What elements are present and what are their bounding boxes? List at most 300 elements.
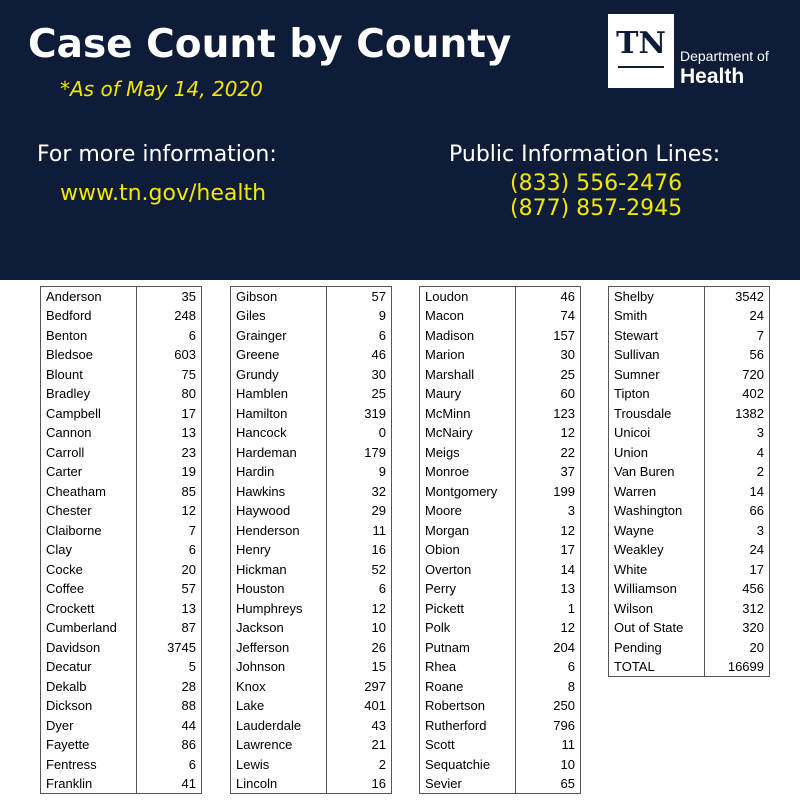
county-name: Meigs [420, 443, 516, 463]
county-row [41, 287, 202, 307]
case-count: 297 [326, 677, 391, 697]
county-name: Hawkins [231, 482, 327, 502]
county-name: Knox [231, 677, 327, 697]
case-count: 56 [704, 345, 769, 365]
county-row [231, 540, 392, 560]
case-count: 41 [136, 774, 201, 794]
county-name: Shelby [609, 287, 705, 307]
case-count: 37 [515, 462, 580, 482]
case-count: 6 [326, 326, 391, 346]
case-count: 402 [704, 384, 769, 404]
case-count: 87 [136, 618, 201, 638]
county-name: Giles [231, 306, 327, 326]
case-count: 6 [136, 326, 201, 346]
county-row [420, 521, 581, 541]
case-count: 75 [136, 365, 201, 385]
county-row [41, 462, 202, 482]
case-count: 248 [136, 306, 201, 326]
county-name: Bradley [41, 384, 137, 404]
case-count: 250 [515, 696, 580, 716]
county-name: Obion [420, 540, 516, 560]
county-name: Greene [231, 345, 327, 365]
case-count: 13 [515, 579, 580, 599]
county-row [231, 657, 392, 677]
county-name: White [609, 560, 705, 580]
county-name: Stewart [609, 326, 705, 346]
county-name: Lincoln [231, 774, 327, 794]
county-name: Van Buren [609, 462, 705, 482]
case-count: 24 [704, 540, 769, 560]
county-name: Fentress [41, 755, 137, 775]
county-row [41, 443, 202, 463]
county-name: Pending [609, 638, 705, 658]
county-row [231, 755, 392, 775]
county-name: Decatur [41, 657, 137, 677]
county-row [41, 735, 202, 755]
county-name: Sumner [609, 365, 705, 385]
county-name: Maury [420, 384, 516, 404]
county-row [231, 384, 392, 404]
tn-logo-box [608, 14, 674, 88]
county-row [231, 423, 392, 443]
county-row [231, 599, 392, 619]
county-name: Smith [609, 306, 705, 326]
county-row [420, 774, 581, 794]
county-name: Grundy [231, 365, 327, 385]
county-name: Weakley [609, 540, 705, 560]
case-count: 12 [326, 599, 391, 619]
county-row [420, 618, 581, 638]
case-count: 199 [515, 482, 580, 502]
case-count: 46 [515, 287, 580, 307]
county-row [231, 716, 392, 736]
case-count: 9 [326, 306, 391, 326]
county-name: Chester [41, 501, 137, 521]
case-count: 57 [136, 579, 201, 599]
case-count: 12 [515, 423, 580, 443]
county-row [231, 404, 392, 424]
case-count: 14 [515, 560, 580, 580]
tn-logo-text: TN [616, 26, 666, 61]
county-name: Cheatham [41, 482, 137, 502]
county-row [420, 599, 581, 619]
county-name: Madison [420, 326, 516, 346]
county-name: TOTAL [609, 657, 705, 677]
case-count: 603 [136, 345, 201, 365]
case-count: 0 [326, 423, 391, 443]
county-name: Lawrence [231, 735, 327, 755]
county-row [609, 384, 770, 404]
county-row [420, 326, 581, 346]
county-name: Overton [420, 560, 516, 580]
case-count: 13 [136, 423, 201, 443]
county-row [41, 384, 202, 404]
county-name: Coffee [41, 579, 137, 599]
county-name: Macon [420, 306, 516, 326]
county-row [420, 462, 581, 482]
case-count: 25 [326, 384, 391, 404]
case-count: 5 [136, 657, 201, 677]
county-row [609, 462, 770, 482]
county-row [41, 540, 202, 560]
case-count: 19 [136, 462, 201, 482]
county-name: Henry [231, 540, 327, 560]
case-count: 7 [704, 326, 769, 346]
case-count: 16 [326, 774, 391, 794]
county-row [420, 423, 581, 443]
county-name: Hamblen [231, 384, 327, 404]
county-name: Jefferson [231, 638, 327, 658]
county-name: Loudon [420, 287, 516, 307]
county-name: Cocke [41, 560, 137, 580]
county-row [609, 365, 770, 385]
county-table-4 [608, 286, 770, 677]
county-name: Anderson [41, 287, 137, 307]
county-row [231, 735, 392, 755]
case-count: 179 [326, 443, 391, 463]
case-count: 16 [326, 540, 391, 560]
county-name: Dickson [41, 696, 137, 716]
phone-number-1: (833) 556-2476 [510, 171, 683, 196]
county-row [41, 345, 202, 365]
county-row [420, 735, 581, 755]
as-of-date: *As of May 14, 2020 [60, 77, 263, 101]
county-name: Humphreys [231, 599, 327, 619]
county-row [420, 657, 581, 677]
case-count: 88 [136, 696, 201, 716]
header-banner [0, 0, 800, 280]
county-name: Haywood [231, 501, 327, 521]
case-count: 44 [136, 716, 201, 736]
case-count: 30 [515, 345, 580, 365]
case-count: 52 [326, 560, 391, 580]
county-name: Houston [231, 579, 327, 599]
county-row [41, 501, 202, 521]
case-count: 66 [704, 501, 769, 521]
case-count: 30 [326, 365, 391, 385]
county-name: Hamilton [231, 404, 327, 424]
county-name: Tipton [609, 384, 705, 404]
case-count: 320 [704, 618, 769, 638]
county-row [609, 423, 770, 443]
case-count: 7 [136, 521, 201, 541]
case-count: 20 [704, 638, 769, 658]
case-count: 85 [136, 482, 201, 502]
county-name: Scott [420, 735, 516, 755]
case-count: 29 [326, 501, 391, 521]
county-row [231, 774, 392, 794]
county-row [420, 755, 581, 775]
case-count: 9 [326, 462, 391, 482]
case-count: 14 [704, 482, 769, 502]
case-count: 80 [136, 384, 201, 404]
county-row [609, 326, 770, 346]
county-name: Fayette [41, 735, 137, 755]
county-row [420, 404, 581, 424]
case-count: 86 [136, 735, 201, 755]
county-name: Roane [420, 677, 516, 697]
case-count: 6 [515, 657, 580, 677]
case-count: 15 [326, 657, 391, 677]
county-name: Franklin [41, 774, 137, 794]
county-row [609, 618, 770, 638]
county-row [41, 696, 202, 716]
case-count: 20 [136, 560, 201, 580]
county-row [231, 443, 392, 463]
case-count: 12 [136, 501, 201, 521]
case-count: 2 [326, 755, 391, 775]
county-name: Dyer [41, 716, 137, 736]
case-count: 3 [704, 423, 769, 443]
county-name: Out of State [609, 618, 705, 638]
case-count: 3 [704, 521, 769, 541]
county-row [41, 423, 202, 443]
more-info-url: www.tn.gov/health [60, 181, 267, 206]
case-count: 12 [515, 521, 580, 541]
county-row [609, 345, 770, 365]
county-name: Campbell [41, 404, 137, 424]
case-count: 60 [515, 384, 580, 404]
county-name: Hancock [231, 423, 327, 443]
county-name: Lake [231, 696, 327, 716]
county-name: Polk [420, 618, 516, 638]
case-count: 16699 [704, 657, 769, 677]
county-name: Montgomery [420, 482, 516, 502]
county-name: McMinn [420, 404, 516, 424]
case-count: 10 [515, 755, 580, 775]
case-count: 46 [326, 345, 391, 365]
county-row [420, 560, 581, 580]
county-name: Monroe [420, 462, 516, 482]
county-name: Warren [609, 482, 705, 502]
case-count: 796 [515, 716, 580, 736]
case-count: 23 [136, 443, 201, 463]
county-row [609, 287, 770, 307]
case-count: 28 [136, 677, 201, 697]
county-name: Robertson [420, 696, 516, 716]
case-count: 17 [515, 540, 580, 560]
county-name: Moore [420, 501, 516, 521]
case-count: 1 [515, 599, 580, 619]
county-row [41, 657, 202, 677]
county-name: Henderson [231, 521, 327, 541]
case-count: 319 [326, 404, 391, 424]
case-count: 22 [515, 443, 580, 463]
tn-logo-rule [618, 66, 664, 68]
county-row [420, 677, 581, 697]
case-count: 6 [136, 755, 201, 775]
county-name: Cannon [41, 423, 137, 443]
county-name: Marshall [420, 365, 516, 385]
logo-department-text: Department of [680, 48, 769, 64]
county-row [41, 560, 202, 580]
case-count: 32 [326, 482, 391, 502]
county-row [231, 345, 392, 365]
county-row [420, 540, 581, 560]
county-row [420, 579, 581, 599]
case-count: 35 [136, 287, 201, 307]
county-name: Perry [420, 579, 516, 599]
county-name: Jackson [231, 618, 327, 638]
county-row [609, 521, 770, 541]
phone-number-2: (877) 857-2945 [510, 196, 683, 221]
county-row [231, 638, 392, 658]
case-count: 4 [704, 443, 769, 463]
county-row [41, 326, 202, 346]
county-name: Bedford [41, 306, 137, 326]
county-name: Blount [41, 365, 137, 385]
county-row [41, 677, 202, 697]
county-row [420, 384, 581, 404]
case-count: 21 [326, 735, 391, 755]
page-title: Case Count by County [28, 22, 512, 67]
county-name: Putnam [420, 638, 516, 658]
case-count: 74 [515, 306, 580, 326]
county-name: Trousdale [609, 404, 705, 424]
case-count: 204 [515, 638, 580, 658]
county-row [420, 482, 581, 502]
county-row [231, 287, 392, 307]
info-lines-label: Public Information Lines: [449, 142, 721, 167]
county-name: Cumberland [41, 618, 137, 638]
county-row [41, 482, 202, 502]
case-count: 11 [326, 521, 391, 541]
case-count: 24 [704, 306, 769, 326]
case-count: 26 [326, 638, 391, 658]
county-row [420, 287, 581, 307]
county-name: Washington [609, 501, 705, 521]
case-count: 10 [326, 618, 391, 638]
county-row [609, 540, 770, 560]
county-row [231, 501, 392, 521]
case-count: 456 [704, 579, 769, 599]
case-count: 720 [704, 365, 769, 385]
county-name: Unicoi [609, 423, 705, 443]
county-table-1 [40, 286, 202, 794]
county-row [231, 696, 392, 716]
county-row [41, 618, 202, 638]
county-row [420, 638, 581, 658]
county-name: Gibson [231, 287, 327, 307]
case-count: 3 [515, 501, 580, 521]
county-name: Carroll [41, 443, 137, 463]
case-count: 17 [136, 404, 201, 424]
county-name: Rutherford [420, 716, 516, 736]
county-row [609, 501, 770, 521]
county-name: Lauderdale [231, 716, 327, 736]
county-row [609, 638, 770, 658]
case-count: 123 [515, 404, 580, 424]
county-row [231, 462, 392, 482]
case-count: 6 [136, 540, 201, 560]
county-name: Dekalb [41, 677, 137, 697]
county-name: Johnson [231, 657, 327, 677]
county-row [420, 501, 581, 521]
county-name: Davidson [41, 638, 137, 658]
county-name: Williamson [609, 579, 705, 599]
county-row [41, 599, 202, 619]
county-row [41, 365, 202, 385]
county-name: Clay [41, 540, 137, 560]
county-name: Pickett [420, 599, 516, 619]
county-name: Wilson [609, 599, 705, 619]
county-row [41, 638, 202, 658]
case-count: 3745 [136, 638, 201, 658]
county-row [231, 326, 392, 346]
case-count: 1382 [704, 404, 769, 424]
county-name: Wayne [609, 521, 705, 541]
county-name: McNairy [420, 423, 516, 443]
county-row [609, 560, 770, 580]
county-name: Carter [41, 462, 137, 482]
county-row [420, 306, 581, 326]
county-name: Bledsoe [41, 345, 137, 365]
county-name: Sevier [420, 774, 516, 794]
county-row [41, 716, 202, 736]
tn-health-logo [608, 14, 788, 90]
county-row [231, 365, 392, 385]
case-count: 13 [136, 599, 201, 619]
county-table-2 [230, 286, 392, 794]
case-count: 6 [326, 579, 391, 599]
case-count: 57 [326, 287, 391, 307]
county-name: Hickman [231, 560, 327, 580]
county-name: Sullivan [609, 345, 705, 365]
county-row [231, 521, 392, 541]
county-name: Morgan [420, 521, 516, 541]
county-name: Hardin [231, 462, 327, 482]
county-row [609, 579, 770, 599]
county-name: Hardeman [231, 443, 327, 463]
county-row [231, 306, 392, 326]
county-row [41, 755, 202, 775]
county-row [609, 482, 770, 502]
county-name: Lewis [231, 755, 327, 775]
case-count: 2 [704, 462, 769, 482]
more-info-label: For more information: [37, 142, 277, 167]
case-count: 65 [515, 774, 580, 794]
county-row [609, 657, 770, 677]
county-row [420, 716, 581, 736]
case-count: 17 [704, 560, 769, 580]
county-row [41, 306, 202, 326]
county-row [609, 404, 770, 424]
county-row [609, 306, 770, 326]
county-name: Marion [420, 345, 516, 365]
county-row [231, 579, 392, 599]
county-row [41, 774, 202, 794]
county-name: Crockett [41, 599, 137, 619]
county-row [420, 345, 581, 365]
case-count: 25 [515, 365, 580, 385]
county-row [41, 521, 202, 541]
case-count: 11 [515, 735, 580, 755]
county-row [231, 677, 392, 697]
county-row [41, 579, 202, 599]
case-count: 401 [326, 696, 391, 716]
county-name: Benton [41, 326, 137, 346]
county-row [609, 599, 770, 619]
case-count: 8 [515, 677, 580, 697]
logo-health-text: Health [680, 65, 745, 88]
county-name: Union [609, 443, 705, 463]
county-row [420, 696, 581, 716]
county-row [231, 618, 392, 638]
county-name: Claiborne [41, 521, 137, 541]
county-row [41, 404, 202, 424]
county-row [420, 443, 581, 463]
county-name: Rhea [420, 657, 516, 677]
